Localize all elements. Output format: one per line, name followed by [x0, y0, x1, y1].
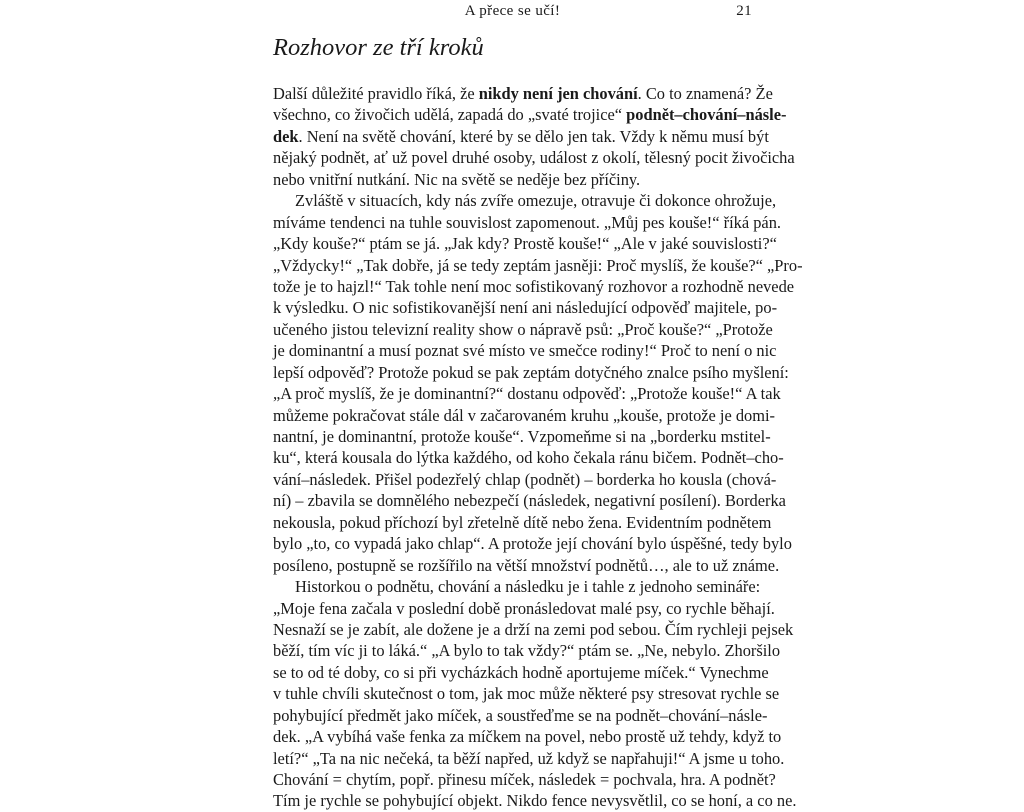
text-run: k výsledku. O nic sofistikovanější není ani následující odpověď majitele, po-: [273, 298, 778, 318]
text-run: Tím je rychle se pohybující objekt. Nikdo fence nevysvětlil, co se honí, a co ne.: [273, 791, 797, 811]
text-line: [273, 447, 784, 468]
bold-emphasis: podnět–chování–násle-: [626, 105, 787, 125]
text-run: nantní, je dominantní, protože kouše“. Vzpomeňme si na „borderku mstitel-: [273, 427, 771, 446]
text-line: [273, 662, 769, 683]
book-page: [273, 0, 803, 811]
text-run: míváme tendenci na tuhle souvislost zapomenout. „Můj pes kouše!“ říká pán.: [273, 212, 781, 232]
text-run: „Vždycky!“ „Tak dobře, já se tedy zeptám jasněji: Proč myslíš, že kouše?“ „Pro-: [273, 255, 803, 275]
text-line: [273, 276, 795, 297]
text-line: [273, 255, 803, 276]
text-line: [273, 190, 777, 211]
text-run: pohybující předmět jako míček, a soustřeďme se na podnět–chování–násle-: [273, 705, 768, 725]
text-run: lepší odpověď? Protože pokud se pak zeptám dotyčného znalce psího myšlení:: [273, 362, 789, 382]
text-run: se to od té doby, co si při vycházkách hodně aportujeme míček.“ Vynechme: [273, 662, 769, 682]
text-run: „Kdy kouše?“ ptám se já. „Jak kdy? Prostě kouše!“ „Ale v jaké souvislosti?“: [273, 234, 777, 254]
text-line: [273, 705, 768, 726]
text-line: [273, 598, 775, 619]
text-line: [273, 576, 761, 597]
text-run: nějaký podnět, ať už povel druhé osoby, událost z okolí, tělesný pocit živočicha: [273, 148, 795, 168]
running-title: A přece se učí!: [464, 3, 561, 19]
text-run: všechno, co živočich udělá, zapadá do „svaté trojice“: [273, 105, 627, 125]
section-title: Rozhovor ze tří kroků: [273, 34, 484, 61]
text-run: vání–následek. Přišel podezřelý chlap (podnět) – borderka ho kousla (chová-: [273, 469, 777, 489]
text-run: Zvláště v situacích, kdy nás zvíře omezuje, otravuje či dokonce ohrožuje,: [295, 191, 777, 211]
text-line: [273, 233, 777, 254]
body-text: [273, 83, 803, 812]
text-run: Historkou o podnětu, chování a následku je i tahle z jednoho semináře:: [295, 577, 761, 597]
text-run: letí?“ „Ta na nic nečeká, ta běží napřed, už když se napřahuji!“ A jsme u toho.: [273, 748, 785, 768]
text-line: [273, 469, 777, 490]
bold-emphasis: dek: [273, 126, 299, 146]
text-run: . Není na světě chování, které by se dělo jen tak. Vždy k němu musí být: [298, 126, 769, 146]
text-line: [273, 490, 786, 511]
text-line: [273, 748, 785, 769]
text-line: [273, 297, 778, 318]
text-line: [273, 555, 780, 576]
text-line: [273, 533, 792, 554]
text-line: [273, 512, 772, 533]
text-run: učeného jistou televizní reality show o nápravě psů: „Proč kouše?“ „Protože: [273, 319, 773, 339]
text-line: [273, 104, 787, 125]
text-line: [273, 640, 781, 661]
bold-emphasis: nikdy není jen chování: [478, 84, 638, 103]
text-run: v tuhle chvíli skutečnost o tom, jak moc může některé psy stresovat rychle se: [273, 684, 780, 704]
text-run: ní) – zbavila se domnělého nebezpečí (následek, negativní posílení). Borderka: [273, 491, 786, 511]
text-line: [273, 769, 776, 790]
text-run: běží, tím víc ji to láká.“ „A bylo to tak vždy?“ ptám se. „Ne, nebylo. Zhoršilo: [273, 641, 781, 661]
text-run: je dominantní a musí poznat své místo ve smečce rodiny!“ Proč to není o nic: [273, 341, 777, 361]
text-run: posíleno, postupně se rozšířilo na větší množství podnětů…, ale to už známe.: [273, 555, 780, 575]
paragraph: [273, 576, 797, 812]
text-line: [273, 383, 781, 404]
text-line: [273, 683, 780, 704]
text-run: nebo vnitřní nutkání. Nic na světě se neděje bez příčiny.: [273, 169, 641, 189]
text-run: Další důležité pravidlo říká, že: [273, 84, 479, 103]
text-line: [273, 83, 773, 104]
running-header: [273, 3, 752, 23]
text-run: Chování = chytím, popř. přinesu míček, následek = pochvala, hra. A podnět?: [273, 770, 776, 789]
text-run: bylo „to, co vypadá jako chlap“. A protože její chování bylo úspěšné, tedy bylo: [273, 534, 792, 554]
text-line: [273, 405, 775, 426]
text-line: [273, 212, 781, 233]
text-line: [273, 340, 777, 361]
text-run: ku“, která kousala do lýtka každého, od koho čekala ránu bičem. Podnět–cho-: [273, 448, 784, 468]
paragraph: [273, 190, 803, 576]
text-line: [273, 790, 797, 811]
text-line: [273, 726, 782, 747]
text-line: [273, 426, 771, 447]
text-run: „Moje fena začala v poslední době pronásledovat malé psy, co rychle běhají.: [273, 598, 775, 618]
text-line: [273, 619, 794, 640]
text-run: nekousla, pokud příchozí byl zřetelně dítě nebo žena. Evidentním podnětem: [273, 512, 772, 532]
text-run: Nesnaží se je zabít, ale dožene je a drží na zemi pod sebou. Čím rychleji pejsek: [273, 619, 794, 639]
text-run: „A proč myslíš, že je dominantní?“ dostanu odpověď: „Protože kouše!“ A tak: [273, 384, 781, 404]
text-run: tože je to hajzl!“ Tak tohle není moc sofistikovaný rozhovor a rozhodně nevede: [273, 276, 795, 296]
text-line: [273, 169, 752, 190]
page-number: 21: [736, 3, 752, 19]
text-line: [273, 362, 789, 383]
text-run: dek. „A vybíhá vaše fenka za míčkem na povel, nebo prostě už tehdy, když to: [273, 727, 782, 747]
text-line: [273, 126, 769, 147]
text-line: [273, 319, 773, 340]
text-line: [273, 147, 795, 168]
text-run: můžeme pokračovat stále dál v začarovaném kruhu „kouše, protože je domi-: [273, 405, 775, 425]
paragraph: [273, 83, 795, 190]
text-run: . Co to znamená? Že: [637, 84, 773, 103]
